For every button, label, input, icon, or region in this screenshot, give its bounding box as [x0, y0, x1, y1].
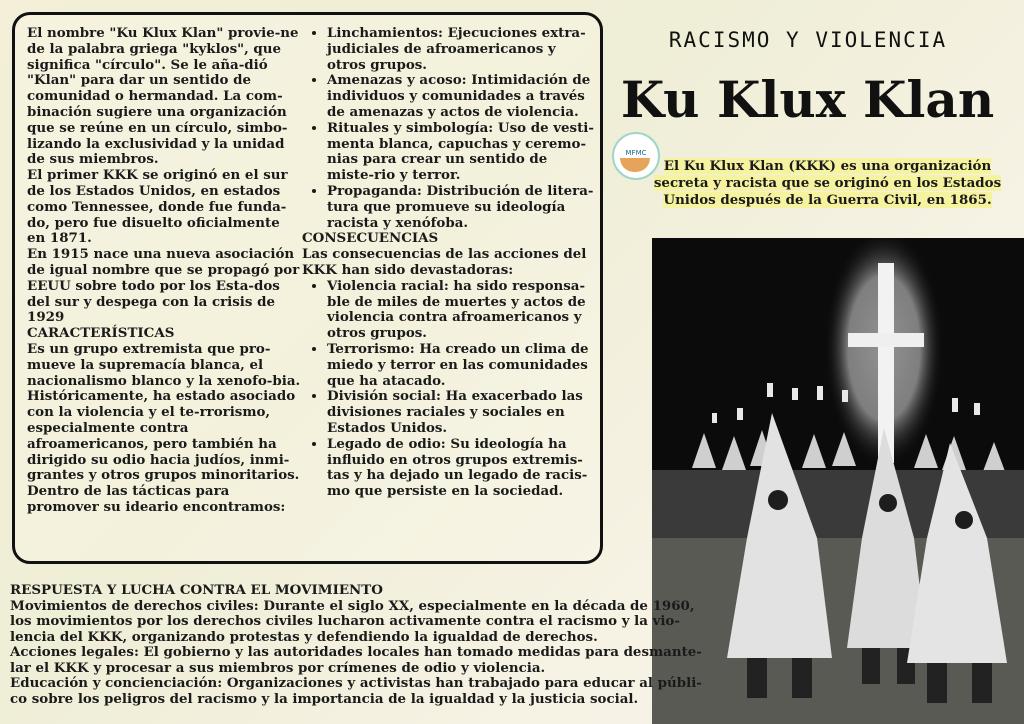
- response-heading: RESPUESTA Y LUCHA CONTRA EL MOVIMIENTO: [10, 582, 383, 598]
- list-item: • Rituales y simbología: Uso de vesti-menta blanca, capuchas y ceremo-nias para crear un sentido de miste-rio y terror.: [327, 121, 594, 184]
- first-kkk-paragraph: El primer KKK se originó en el sur de los Estados Unidos, en estados como Tennessee, donde fue funda-do, pero fue disuelto oficialmente en 1871.: [27, 167, 288, 247]
- origin-name-paragraph: El nombre "Ku Klux Klan" provie-ne de la palabra griega "kyklos", que significa "círculo". Se le aña-dió "Klan" para dar un sentido de comunidad o hermandad. La com-binación sugiere una organización que se reúne en un círculo, simbo-lizando la exclusividad y la unidad de sus miembros.: [27, 25, 299, 168]
- intro-text: [650, 158, 1005, 209]
- consequences-heading: CONSECUENCIAS: [302, 230, 439, 247]
- intro-highlight: El Ku Klux Klan (KKK) es una organización secreta y racista que se originó en los Estados Unidos después de la Guerra Civil, en 1865.: [653, 158, 1002, 208]
- logo-text: MFMC: [625, 149, 647, 157]
- logo-figure-icon: [620, 158, 650, 172]
- list-item: • Terrorismo: Ha creado un clima de miedo y terror en las comunidades que ha atacado.: [327, 342, 594, 389]
- response-section: [10, 583, 710, 707]
- left-column: [27, 26, 302, 516]
- page-title: Ku Klux Klan: [620, 70, 995, 129]
- consequences-intro: Las consecuencias de las acciones del KKK han sido devastadoras:: [302, 246, 587, 278]
- civil-rights-paragraph: Movimientos de derechos civiles: Durante el siglo XX, especialmente en la década de 1960, los movimientos por los derechos civiles lucharon activamente contra el racismo y la vio-lencia del KKK, organizando protestas y defendiendo la igualdad de derechos.: [10, 597, 695, 645]
- characteristics-heading: CARACTERÍSTICAS: [27, 325, 175, 342]
- legal-actions-paragraph: Acciones legales: El gobierno y las autoridades locales han tomado medidas para desmante-lar el KKK y procesar a sus miembros por crímenes de odio y violencia.: [10, 644, 702, 676]
- list-item: • Amenazas y acoso: Intimidación de individuos y comunidades a través de amenazas y actos de violencia.: [327, 73, 594, 120]
- tactics-list: [302, 26, 594, 231]
- education-paragraph: Educación y concienciación: Organizaciones y activistas han trabajado para educar al públi-co sobre los peligros del racismo y la importancia de la igualdad y la justicia social.: [10, 675, 702, 707]
- tactics-intro: Dentro de las tácticas para promover su ideario encontramos:: [27, 483, 286, 515]
- tagline: RACISMO Y VIOLENCIA: [668, 28, 948, 52]
- consequences-list: [302, 279, 594, 500]
- characteristics-paragraph: Es un grupo extremista que pro-mueve la supremacía blanca, el nacionalismo blanco y la xenofo-bia. Históricamente, ha estado asociado con la violencia y el te-rrorismo, especialmente contra afroamericanos, pero también ha dirigido su odio hacia judíos, inmi-grantes y otros grupos minoritarios.: [27, 340, 301, 484]
- list-item: • Propaganda: Distribución de litera-tura que promueve su ideología racista y xenófoba.: [327, 184, 594, 231]
- list-item: • Violencia racial: ha sido responsa-ble de miles de muertes y actos de violencia contra afroamericanos y otros grupos.: [327, 279, 594, 342]
- right-column: [302, 26, 594, 500]
- list-item: • Linchamientos: Ejecuciones extra-judiciales de afroamericanos y otros grupos.: [327, 26, 594, 73]
- list-item: • Legado de odio: Su ideología ha influido en otros grupos extremis-tas y ha dejado un legado de racis-mo que persiste en la sociedad.: [327, 437, 594, 500]
- list-item: • División social: Ha exacerbado las divisiones raciales y sociales en Estados Unidos.: [327, 389, 594, 436]
- second-kkk-paragraph: En 1915 nace una nueva asociación de igual nombre que se propagó por EEUU sobre todo por los Esta-dos del sur y despega con la crisis de 1929: [27, 246, 300, 326]
